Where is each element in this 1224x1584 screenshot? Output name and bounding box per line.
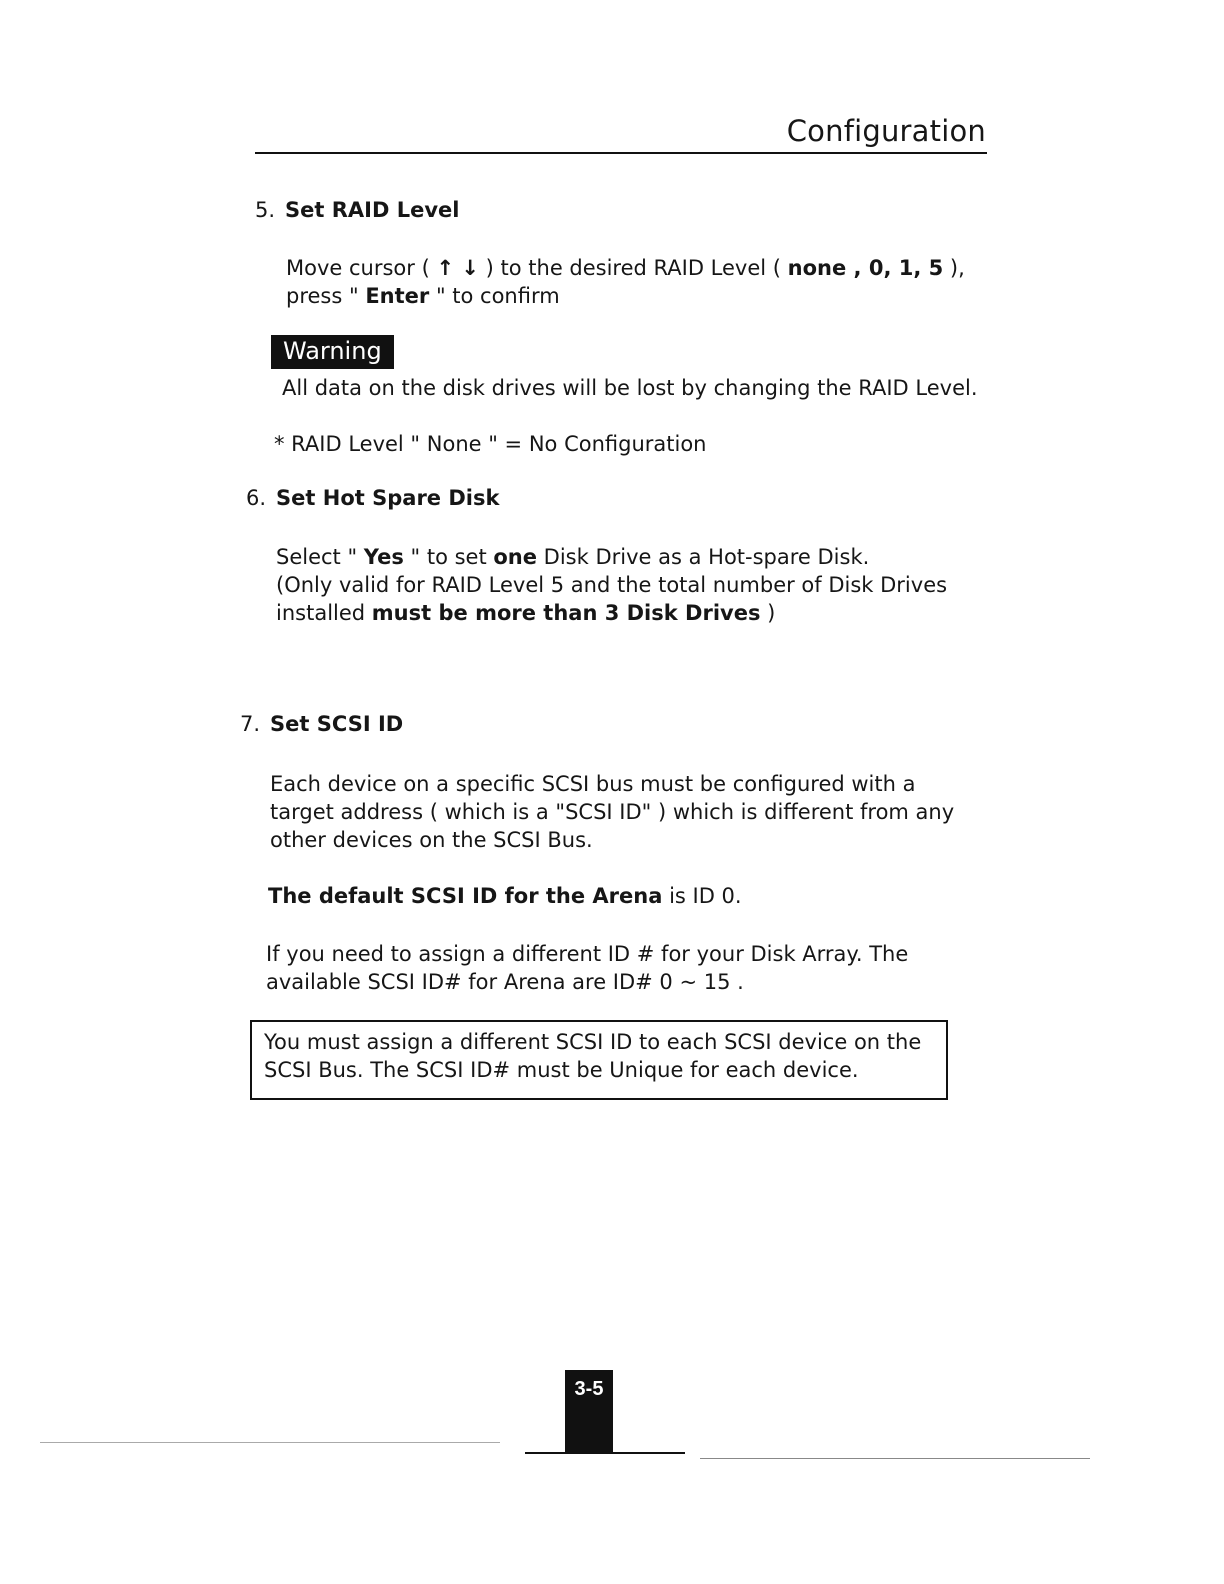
- arrow-keys-icon: ↑ ↓: [436, 256, 479, 280]
- page-number-tab: 3-5: [565, 1370, 613, 1454]
- note-line-2: SCSI Bus. The SCSI ID# must be Unique for each device.: [264, 1058, 859, 1082]
- text-move-pre: Move cursor (: [286, 256, 437, 280]
- scsi-desc-line-2: target address ( which is a "SCSI ID" ) which is different from any: [270, 800, 955, 824]
- text-select-mid: " to set: [403, 545, 494, 569]
- default-scsi-id-bold: The default SCSI ID for the Arena: [268, 884, 663, 908]
- raid-none-footnote: * RAID Level " None " = No Configuration: [274, 432, 707, 456]
- scsi-unique-note-box: [250, 1020, 948, 1100]
- section-7-heading: [240, 712, 403, 736]
- scsi-desc-line-1: Each device on a specific SCSI bus must be configured with a: [270, 772, 916, 796]
- section-7-title: Set SCSI ID: [270, 712, 404, 736]
- text-press-post: " to confirm: [429, 284, 560, 308]
- hot-spare-instruction: [276, 543, 947, 627]
- raid-level-options: none , 0, 1, 5: [787, 256, 944, 280]
- section-5-heading: [255, 198, 460, 222]
- hot-spare-condition-line: (Only valid for RAID Level 5 and the total number of Disk Drives: [276, 573, 948, 597]
- enter-key-label: Enter: [365, 284, 430, 308]
- section-6-number: 6.: [246, 486, 267, 510]
- text-select-pre: Select ": [276, 545, 364, 569]
- text-move-mid: ) to the desired RAID Level (: [478, 256, 788, 280]
- raid-level-instruction: [286, 254, 965, 310]
- scsi-id-range: [266, 940, 908, 996]
- section-5-number: 5.: [255, 198, 276, 222]
- text-select-post: Disk Drive as a Hot-spare Disk.: [537, 545, 870, 569]
- warning-text: All data on the disk drives will be lost by changing the RAID Level.: [282, 376, 978, 400]
- header-rule: [255, 152, 987, 154]
- section-6-heading: [246, 486, 499, 510]
- footer-rule-right: [700, 1458, 1090, 1459]
- one-label: one: [493, 545, 537, 569]
- scsi-desc-line-3: other devices on the SCSI Bus.: [270, 828, 593, 852]
- note-line-1: You must assign a different SCSI ID to each SCSI device on the: [264, 1030, 922, 1054]
- section-6-title: Set Hot Spare Disk: [276, 486, 500, 510]
- section-7-number: 7.: [240, 712, 261, 736]
- page-header-title: Configuration: [786, 114, 986, 148]
- min-drives-requirement: must be more than 3 Disk Drives: [371, 601, 761, 625]
- section-5-title: Set RAID Level: [285, 198, 460, 222]
- text-installed-pre: installed: [276, 601, 372, 625]
- default-scsi-id-value: is ID 0.: [662, 884, 742, 908]
- scsi-range-line-2: available SCSI ID# for Arena are ID# 0 ~ 15 .: [266, 970, 744, 994]
- scsi-id-description: [270, 770, 954, 854]
- text-move-post: ),: [943, 256, 965, 280]
- footer-rule-left: [40, 1442, 500, 1443]
- yes-option-label: Yes: [363, 545, 404, 569]
- default-scsi-id: [268, 882, 742, 910]
- scsi-range-line-1: If you need to assign a different ID # for your Disk Array. The: [266, 942, 909, 966]
- text-press-pre: press ": [286, 284, 366, 308]
- text-installed-post: ): [760, 601, 776, 625]
- warning-label: Warning: [271, 335, 394, 369]
